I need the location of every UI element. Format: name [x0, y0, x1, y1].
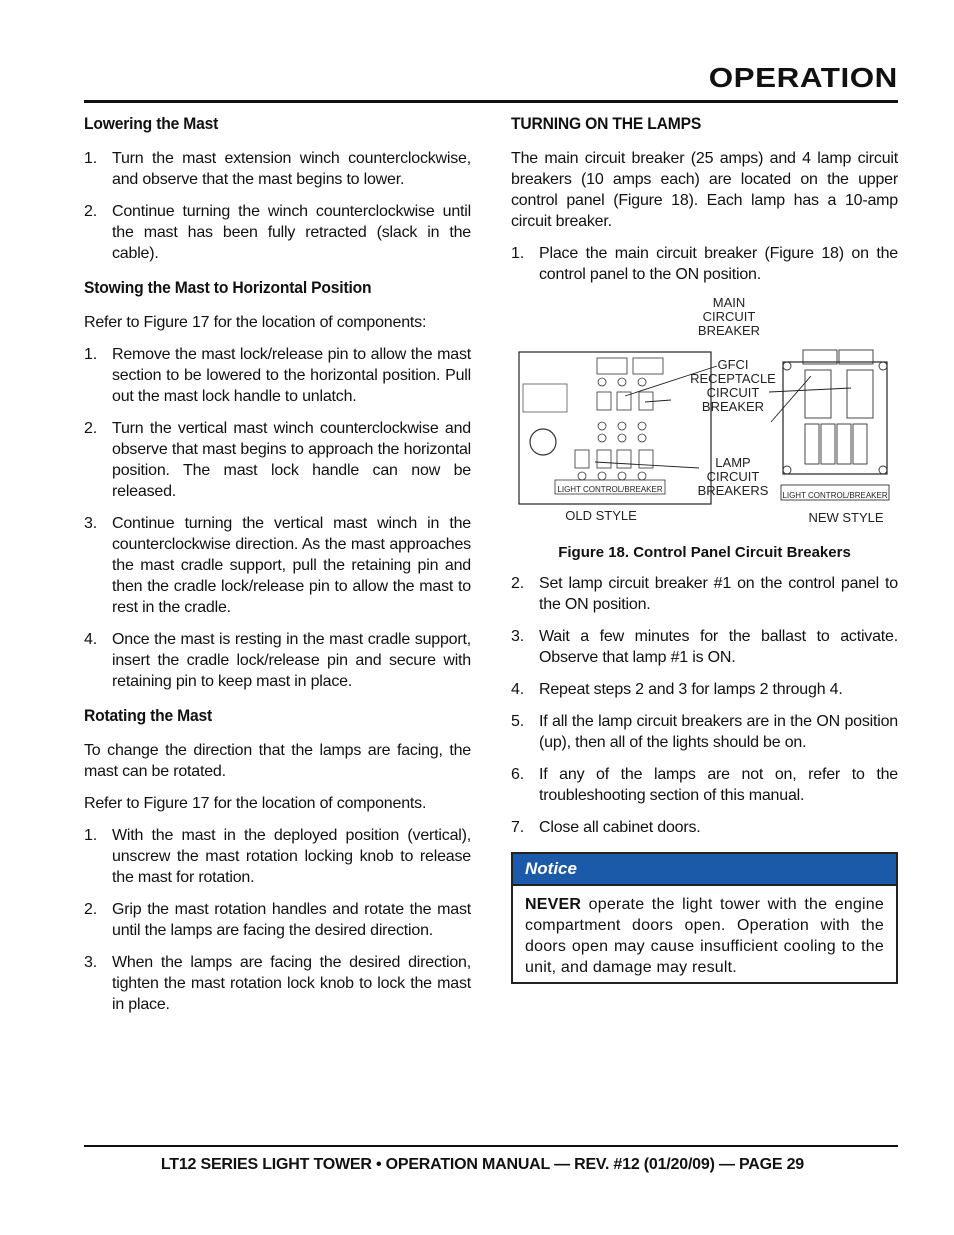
rotating-p2: Refer to Figure 17 for the location of components.: [84, 795, 427, 812]
list-item: [511, 243, 898, 285]
panel-text-new: LIGHT CONTROL/BREAKER: [782, 491, 888, 500]
item-text: With the mast in the deployed position (vertical), unscrew the mast rotation locking knob to release the mast for rotation.: [112, 827, 471, 886]
label-main-circuit-breaker: MAIN CIRCUIT BREAKER: [697, 295, 761, 338]
list-item: [84, 344, 471, 407]
notice-never: NEVER: [525, 896, 582, 913]
list-item: [84, 418, 471, 502]
item-text: If all the lamp circuit breakers are in the ON position (up), then all of the lights should be on.: [539, 713, 898, 751]
left-column: [84, 112, 471, 1026]
item-number: 3.: [84, 515, 97, 532]
list-item: [84, 148, 471, 190]
notice-heading: Notice: [513, 854, 896, 886]
label-gfci-breaker: GFCI RECEPTACLE CIRCUIT BREAKER: [690, 357, 776, 414]
item-number: 3.: [84, 954, 97, 971]
item-text: Repeat steps 2 and 3 for lamps 2 through 4.: [539, 681, 843, 698]
item-text: Set lamp circuit breaker #1 on the control panel to the ON position.: [539, 575, 898, 613]
item-text: Continue turning the vertical mast winch in the counterclockwise direction. As the mast approaches the mast cradle support, pull the retaining pin and then the cradle lock/release pin to allow the mast to rest in the cradle.: [112, 515, 471, 616]
page-title: OPERATION: [708, 62, 898, 93]
item-number: 1.: [84, 346, 97, 363]
list-item: [84, 513, 471, 618]
list-item: [511, 626, 898, 668]
item-text: Close all cabinet doors.: [539, 819, 701, 836]
heading-turning-on: TURNING ON THE LAMPS: [511, 114, 702, 133]
item-number: 1.: [84, 150, 97, 167]
list-item: [511, 711, 898, 753]
item-number: 5.: [511, 713, 524, 730]
turning-intro: The main circuit breaker (25 amps) and 4 lamp circuit breakers (10 amps each) are located on the upper control panel (Figure 18). Each lamp has a 10-amp circuit breaker.: [511, 150, 898, 230]
item-number: 2.: [84, 901, 97, 918]
heading-rotating: Rotating the Mast: [84, 706, 213, 725]
list-item: [511, 573, 898, 615]
item-text: Turn the vertical mast winch counterclockwise and observe that mast begins to approach the horizontal position. The mast lock handle can now be released.: [112, 420, 471, 500]
notice-text: operate the light tower with the engine compartment doors open. Operation with the doors open may cause insufficient cooling to the unit, and damage may result.: [525, 896, 884, 976]
list-item: [84, 952, 471, 1015]
list-item: [84, 629, 471, 692]
item-number: 2.: [84, 420, 97, 437]
item-text: Remove the mast lock/release pin to allow the mast section to be lowered to the horizontal position. Pull out the mast lock handle to unlatch.: [112, 346, 471, 405]
page-footer: LT12 SERIES LIGHT TOWER • OPERATION MANUAL — REV. #12 (01/20/09) — PAGE 29: [160, 1156, 804, 1173]
item-number: 7.: [511, 819, 524, 836]
notice-box: [511, 852, 898, 984]
stowing-intro: Refer to Figure 17 for the location of components:: [84, 314, 427, 331]
heading-stowing: Stowing the Mast to Horizontal Position: [84, 278, 372, 297]
item-number: 1.: [511, 245, 524, 262]
item-number: 2.: [84, 203, 97, 220]
item-number: 3.: [511, 628, 524, 645]
rotating-p1: To change the direction that the lamps are facing, the mast can be rotated.: [84, 742, 471, 780]
item-number: 4.: [84, 631, 97, 648]
right-column: [511, 112, 898, 984]
list-item: [511, 679, 898, 700]
notice-body: [513, 886, 896, 982]
item-text: Grip the mast rotation handles and rotate the mast until the lamps are facing the desired direction.: [112, 901, 471, 939]
figure-control-panel: [511, 296, 898, 536]
bottom-rule: [84, 1145, 898, 1147]
item-text: Turn the mast extension winch counterclockwise, and observe that the mast begins to lower.: [112, 150, 471, 188]
list-item: [84, 201, 471, 264]
item-text: When the lamps are facing the desired direction, tighten the mast rotation lock knob to lock the mast in place.: [112, 954, 471, 1013]
item-text: Wait a few minutes for the ballast to activate. Observe that lamp #1 is ON.: [539, 628, 898, 666]
label-lamp-breakers: LAMP CIRCUIT BREAKERS: [697, 455, 769, 498]
item-text: If any of the lamps are not on, refer to the troubleshooting section of this manual.: [539, 766, 898, 804]
item-number: 1.: [84, 827, 97, 844]
list-item: [511, 817, 898, 838]
item-number: 6.: [511, 766, 524, 783]
label-old-style: OLD STYLE: [565, 508, 637, 523]
figure-caption: Figure 18. Control Panel Circuit Breakers: [558, 544, 851, 561]
item-text: Place the main circuit breaker (Figure 18) on the control panel to the ON position.: [539, 245, 898, 283]
item-number: 2.: [511, 575, 524, 592]
list-item: [84, 899, 471, 941]
item-text: Continue turning the winch counterclockwise until the mast has been fully retracted (slack in the cable).: [112, 203, 471, 262]
list-item: [511, 764, 898, 806]
label-new-style: NEW STYLE: [808, 510, 884, 525]
top-rule: [84, 100, 898, 103]
list-item: [84, 825, 471, 888]
heading-lowering: Lowering the Mast: [84, 114, 219, 133]
item-text: Once the mast is resting in the mast cradle support, insert the cradle lock/release pin and secure with retaining pin to keep mast in place.: [112, 631, 471, 690]
item-number: 4.: [511, 681, 524, 698]
panel-text-old: LIGHT CONTROL/BREAKER: [557, 485, 663, 494]
